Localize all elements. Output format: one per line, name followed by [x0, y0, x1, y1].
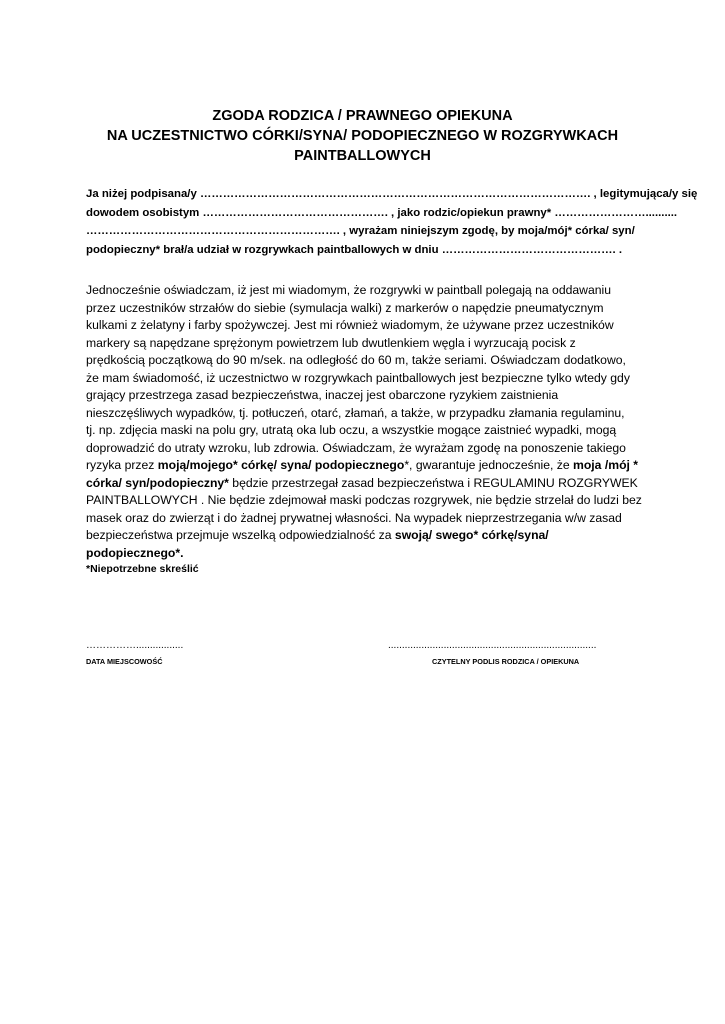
parent-signature-caption: CZYTELNY PODLIS RODZICA / OPIEKUNA — [432, 657, 580, 666]
statement-bold-text: swoją/ swego* córkę/syna/ — [394, 528, 549, 542]
statement-line — [86, 475, 656, 493]
statement-bold-text: podopiecznego*. — [86, 545, 184, 560]
statement-line: że mam świadomość, iż uczestnictwo w rozgrywkach paintballowych jest bezpieczne tylko wtedy gdy — [86, 370, 630, 385]
statement-line: Jednocześnie oświadczam, iż jest mi wiadomym, że rozgrywki w paintball polegają na oddawaniu — [86, 283, 611, 297]
statement-line: doprowadzić do utraty wzroku, lub zdrowia. Oświadczam, że wyrażam zgodę na ponoszenie takiego — [86, 440, 626, 455]
declaration-line-2: dowodem osobistym …………………………………………. , jako rodzic/opiekun prawny* …………………….......... — [86, 206, 678, 219]
statement-line — [86, 527, 656, 545]
statement-line — [86, 457, 656, 475]
title-line-3: PAINTBALLOWYCH — [294, 148, 431, 164]
statement-text: *, gwarantuje jednocześnie, że — [404, 458, 574, 472]
statement-line: tj. np. zdjęcia maski na polu gry, utratą oka lub oczu, a wszystkie mogące zaistnieć wypadki, mogą — [86, 423, 617, 437]
date-place-dotted-line: ……………................. — [86, 640, 184, 651]
statement-line: markery są napędzane sprężonym powietrzem lub dwutlenkiem węgla i wyrzucają pocisk z — [86, 335, 576, 350]
statement-text: będzie przestrzegał zasad bezpieczeństwa i REGULAMINU ROZGRYWEK — [228, 475, 638, 490]
statement-line: PAINTBALLOWYCH . Nie będzie zdejmował maski podczas rozgrywek, nie będzie strzelał do ludzi bez — [86, 493, 642, 507]
parent-signature-dotted-line: ........................................................................... — [388, 640, 597, 651]
date-place-signature-block — [86, 640, 183, 668]
title-line-2: NA UCZESTNICTWO CÓRKI/SYNA/ PODOPIECZNEGO W ROZGRYWKACH — [106, 128, 619, 144]
parent-signature-block — [388, 640, 596, 668]
statement-bold-text: moja /mój * — [573, 458, 639, 472]
footnote-strike-unneeded: *Niepotrzebne skreślić — [86, 563, 199, 575]
declaration-line-3: …………………………………………………………. , wyrażam niniejszym zgodę, by moja/mój* córka/ syn/ — [86, 225, 635, 237]
date-place-caption: DATA MIEJSCOWOŚĆ — [86, 657, 163, 666]
statement-line: grający przestrzega zasad bezpieczeństwa, inaczej jest obarczone ryzykiem zaistnienia — [86, 388, 559, 402]
statement-text: bezpieczeństwa przejmuje wszelką odpowiedzialność za — [86, 528, 395, 542]
declaration-paragraph — [86, 185, 698, 259]
statement-line — [86, 545, 656, 563]
statement-paragraph — [86, 282, 656, 562]
declaration-line-1: Ja niżej podpisana/y …………………………………………………………………………………………. , legitymująca/y się — [86, 188, 698, 200]
statement-line: nieszczęśliwych wypadków, tj. potłuczeń, otarć, złamań, a także, w przypadku złamania regulaminu, — [86, 405, 625, 420]
statement-text: ryzyka przez — [86, 458, 158, 472]
statement-line: przez uczestników strzałów do siebie (symulacja walki) z markerów o napędzie pneumatycznym — [86, 300, 604, 315]
document-title — [60, 106, 665, 166]
statement-line: prędkością początkową do 90 m/sek. na odległość do 60 m, także seriami. Oświadczam dodatkowo, — [86, 353, 626, 367]
title-line-1: ZGODA RODZICA / PRAWNEGO OPIEKUNA — [212, 108, 513, 124]
statement-line: kulkami z żelatyny i farby spożywczej. Jest mi również wiadomym, że używane przez uczestników — [86, 318, 614, 332]
declaration-line-4: podopieczny* brał/a udział w rozgrywkach paintballowych w dniu ………………………………………. . — [86, 243, 623, 256]
statement-bold-text: moją/mojego* córkę/ syna/ podopiecznego — [157, 458, 405, 472]
statement-line: masek oraz do zwierząt i do żadnej prywatnej własności. Na wypadek nieprzestrzegania w/w zasad — [86, 510, 622, 525]
statement-bold-text: córka/ syn/podopieczny* — [86, 475, 229, 490]
